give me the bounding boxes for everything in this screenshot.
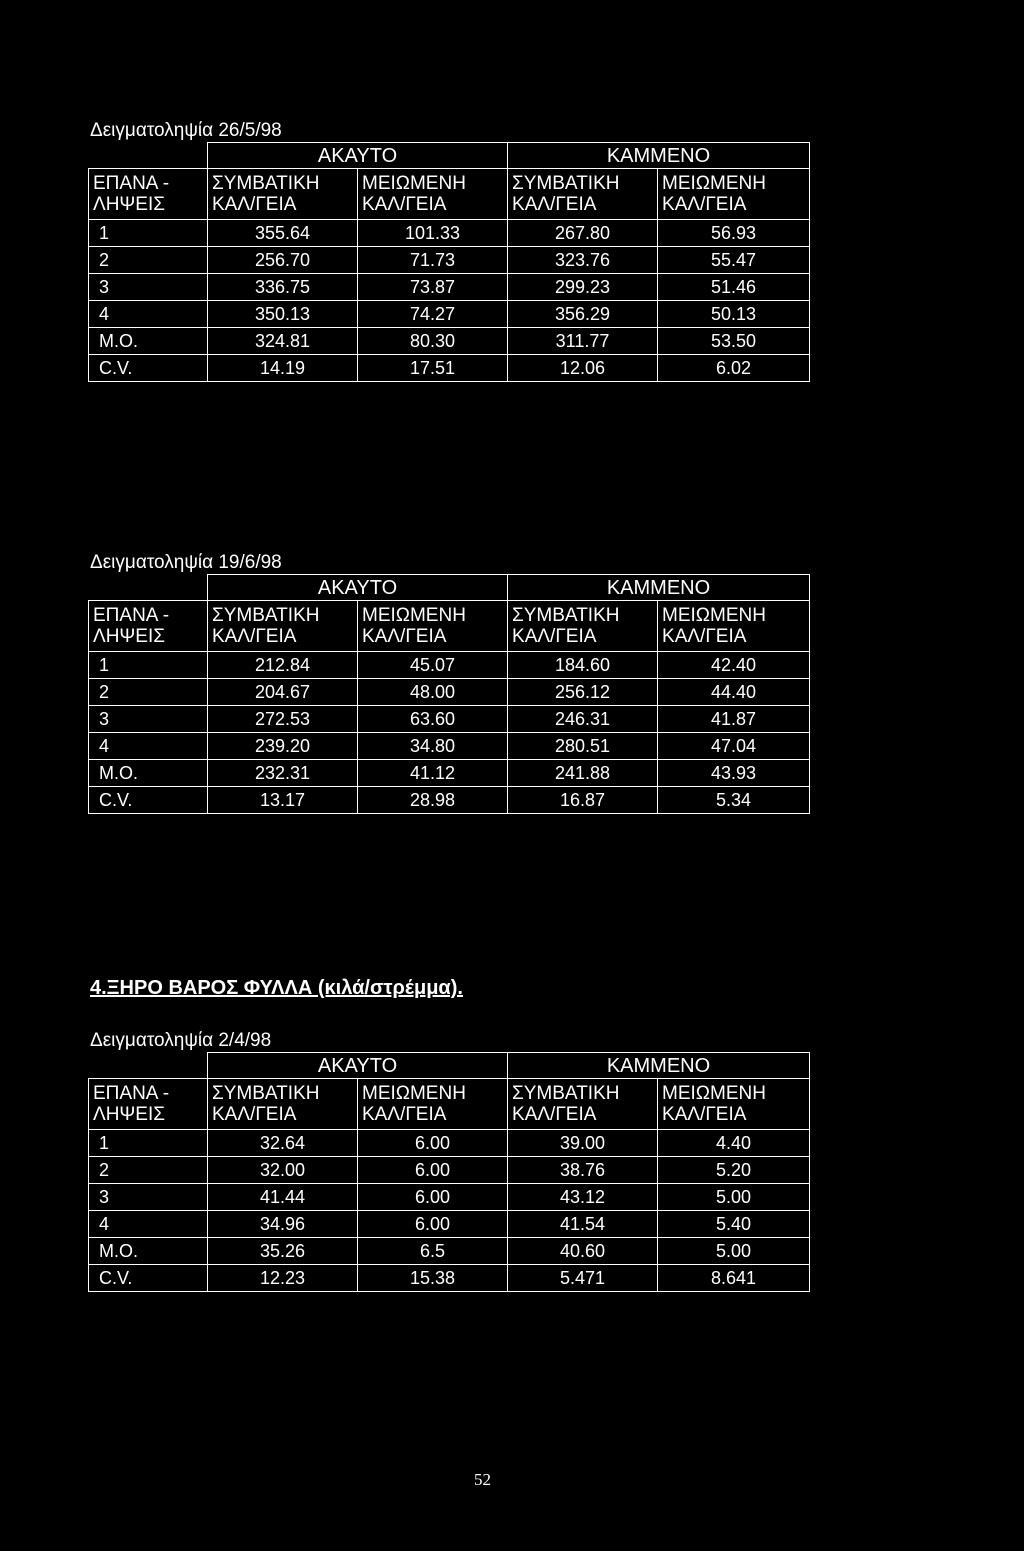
- table-row: [89, 760, 810, 787]
- table-cell: 5.20: [658, 1157, 810, 1184]
- column-header-row: [89, 1079, 810, 1130]
- table-row: [89, 220, 810, 247]
- table-cell: 6.00: [358, 1130, 508, 1157]
- table-row: [89, 1211, 810, 1238]
- row-label: C.V.: [89, 1265, 208, 1292]
- table-caption: Δειγματοληψία 2/4/98: [90, 1030, 272, 1051]
- table-row: [89, 274, 810, 301]
- group-kammeno: ΚΑΜΜΕΝΟ: [508, 143, 810, 169]
- table-cell: 15.38: [358, 1265, 508, 1292]
- header-conventional-cultivation: ΣΥΜΒΑΤΙΚΗ ΚΑΛ/ΓΕΙΑ: [508, 601, 658, 652]
- table-cell: 256.70: [208, 247, 358, 274]
- table-cell: 12.06: [508, 355, 658, 382]
- group-kammeno: ΚΑΜΜΕΝΟ: [508, 1053, 810, 1079]
- table-cell: 28.98: [358, 787, 508, 814]
- table-cell: 280.51: [508, 733, 658, 760]
- table-row: [89, 247, 810, 274]
- table-row: [89, 301, 810, 328]
- table-cell: 101.33: [358, 220, 508, 247]
- row-label: 3: [89, 1184, 208, 1211]
- page-number: 52: [474, 1470, 491, 1489]
- table-row: [89, 1130, 810, 1157]
- header-conventional-cultivation: ΣΥΜΒΑΤΙΚΗ ΚΑΛ/ΓΕΙΑ: [208, 169, 358, 220]
- header-conventional-cultivation: ΣΥΜΒΑΤΙΚΗ ΚΑΛ/ΓΕΙΑ: [208, 1079, 358, 1130]
- header-reduced-cultivation: ΜΕΙΩΜΕΝΗ ΚΑΛ/ΓΕΙΑ: [658, 169, 810, 220]
- table-cell: 48.00: [358, 679, 508, 706]
- table-cell: 6.5: [358, 1238, 508, 1265]
- table-cell: 324.81: [208, 328, 358, 355]
- table-cell: 32.64: [208, 1130, 358, 1157]
- table-cell: 232.31: [208, 760, 358, 787]
- row-label: 4: [89, 301, 208, 328]
- table-row: [89, 787, 810, 814]
- header-reduced-cultivation: ΜΕΙΩΜΕΝΗ ΚΑΛ/ΓΕΙΑ: [358, 169, 508, 220]
- group-header-row: [89, 1053, 810, 1079]
- table-section-26-5-98: [88, 120, 810, 382]
- row-label: 1: [89, 1130, 208, 1157]
- row-label: 1: [89, 652, 208, 679]
- table-row: [89, 733, 810, 760]
- table-cell: 63.60: [358, 706, 508, 733]
- table-cell: 35.26: [208, 1238, 358, 1265]
- data-table: [88, 142, 810, 382]
- table-cell: 355.64: [208, 220, 358, 247]
- row-label: 2: [89, 1157, 208, 1184]
- group-header-row: [89, 575, 810, 601]
- table-cell: 44.40: [658, 679, 810, 706]
- table-cell: 8.641: [658, 1265, 810, 1292]
- table-row: [89, 1265, 810, 1292]
- row-label: Μ.Ο.: [89, 760, 208, 787]
- table-row: [89, 328, 810, 355]
- table-cell: 204.67: [208, 679, 358, 706]
- header-reduced-cultivation: ΜΕΙΩΜΕΝΗ ΚΑΛ/ΓΕΙΑ: [358, 1079, 508, 1130]
- header-reduced-cultivation: ΜΕΙΩΜΕΝΗ ΚΑΛ/ΓΕΙΑ: [658, 1079, 810, 1130]
- table-row: [89, 679, 810, 706]
- table-cell: 56.93: [658, 220, 810, 247]
- table-cell: 71.73: [358, 247, 508, 274]
- table-cell: 41.54: [508, 1211, 658, 1238]
- table-section-19-6-98: [88, 552, 810, 814]
- table-cell: 41.87: [658, 706, 810, 733]
- table-cell: 184.60: [508, 652, 658, 679]
- table-cell: 51.46: [658, 274, 810, 301]
- group-akayto: ΑΚΑΥΤΟ: [208, 575, 508, 601]
- table-row: [89, 1157, 810, 1184]
- table-cell: 256.12: [508, 679, 658, 706]
- table-cell: 80.30: [358, 328, 508, 355]
- table-cell: 13.17: [208, 787, 358, 814]
- row-label: 3: [89, 706, 208, 733]
- table-cell: 5.00: [658, 1238, 810, 1265]
- row-label: 4: [89, 1211, 208, 1238]
- table-cell: 45.07: [358, 652, 508, 679]
- table-cell: 5.471: [508, 1265, 658, 1292]
- header-reduced-cultivation: ΜΕΙΩΜΕΝΗ ΚΑΛ/ΓΕΙΑ: [358, 601, 508, 652]
- table-cell: 40.60: [508, 1238, 658, 1265]
- header-repetitions: ΕΠΑΝΑ - ΛΗΨΕΙΣ: [89, 1079, 208, 1130]
- table-cell: 241.88: [508, 760, 658, 787]
- row-label: C.V.: [89, 355, 208, 382]
- table-cell: 41.12: [358, 760, 508, 787]
- table-cell: 6.00: [358, 1157, 508, 1184]
- table-cell: 43.12: [508, 1184, 658, 1211]
- table-row: [89, 1238, 810, 1265]
- column-header-row: [89, 169, 810, 220]
- table-cell: 74.27: [358, 301, 508, 328]
- header-repetitions: ΕΠΑΝΑ - ΛΗΨΕΙΣ: [89, 169, 208, 220]
- table-cell: 246.31: [508, 706, 658, 733]
- table-cell: 356.29: [508, 301, 658, 328]
- group-akayto: ΑΚΑΥΤΟ: [208, 143, 508, 169]
- table-cell: 323.76: [508, 247, 658, 274]
- table-cell: 267.80: [508, 220, 658, 247]
- table-row: [89, 1184, 810, 1211]
- table-cell: 5.00: [658, 1184, 810, 1211]
- column-header-row: [89, 601, 810, 652]
- table-cell: 53.50: [658, 328, 810, 355]
- table-cell: 311.77: [508, 328, 658, 355]
- table-cell: 32.00: [208, 1157, 358, 1184]
- table-cell: 4.40: [658, 1130, 810, 1157]
- header-conventional-cultivation: ΣΥΜΒΑΤΙΚΗ ΚΑΛ/ΓΕΙΑ: [508, 1079, 658, 1130]
- row-label: Μ.Ο.: [89, 328, 208, 355]
- table-cell: 6.02: [658, 355, 810, 382]
- table-cell: 39.00: [508, 1130, 658, 1157]
- table-cell: 73.87: [358, 274, 508, 301]
- table-cell: 47.04: [658, 733, 810, 760]
- row-label: 2: [89, 679, 208, 706]
- row-label: C.V.: [89, 787, 208, 814]
- table-section-2-4-98: [88, 1030, 810, 1292]
- table-cell: 239.20: [208, 733, 358, 760]
- group-kammeno: ΚΑΜΜΕΝΟ: [508, 575, 810, 601]
- table-cell: 5.34: [658, 787, 810, 814]
- table-cell: 16.87: [508, 787, 658, 814]
- section-heading: 4.ΞΗΡΟ ΒΑΡΟΣ ΦΥΛΛΑ (κιλά/στρέμμα).: [90, 977, 463, 999]
- row-label: Μ.Ο.: [89, 1238, 208, 1265]
- table-cell: 350.13: [208, 301, 358, 328]
- header-repetitions: ΕΠΑΝΑ - ΛΗΨΕΙΣ: [89, 601, 208, 652]
- table-cell: 212.84: [208, 652, 358, 679]
- table-cell: 41.44: [208, 1184, 358, 1211]
- table-cell: 14.19: [208, 355, 358, 382]
- table-cell: 34.96: [208, 1211, 358, 1238]
- row-label: 3: [89, 274, 208, 301]
- table-cell: 6.00: [358, 1184, 508, 1211]
- table-caption: Δειγματοληψία 19/6/98: [90, 552, 282, 573]
- group-akayto: ΑΚΑΥΤΟ: [208, 1053, 508, 1079]
- table-row: [89, 355, 810, 382]
- row-label: 1: [89, 220, 208, 247]
- data-table: [88, 1052, 810, 1292]
- header-reduced-cultivation: ΜΕΙΩΜΕΝΗ ΚΑΛ/ΓΕΙΑ: [658, 601, 810, 652]
- header-conventional-cultivation: ΣΥΜΒΑΤΙΚΗ ΚΑΛ/ΓΕΙΑ: [508, 169, 658, 220]
- table-cell: 336.75: [208, 274, 358, 301]
- row-label: 4: [89, 733, 208, 760]
- group-header-row: [89, 143, 810, 169]
- data-table: [88, 574, 810, 814]
- table-cell: 34.80: [358, 733, 508, 760]
- table-cell: 50.13: [658, 301, 810, 328]
- table-cell: 299.23: [508, 274, 658, 301]
- table-cell: 272.53: [208, 706, 358, 733]
- header-conventional-cultivation: ΣΥΜΒΑΤΙΚΗ ΚΑΛ/ΓΕΙΑ: [208, 601, 358, 652]
- table-cell: 5.40: [658, 1211, 810, 1238]
- table-caption: Δειγματοληψία 26/5/98: [90, 120, 282, 141]
- table-cell: 38.76: [508, 1157, 658, 1184]
- table-cell: 42.40: [658, 652, 810, 679]
- row-label: 2: [89, 247, 208, 274]
- table-row: [89, 706, 810, 733]
- table-cell: 55.47: [658, 247, 810, 274]
- table-cell: 6.00: [358, 1211, 508, 1238]
- table-cell: 17.51: [358, 355, 508, 382]
- table-cell: 43.93: [658, 760, 810, 787]
- table-cell: 12.23: [208, 1265, 358, 1292]
- table-row: [89, 652, 810, 679]
